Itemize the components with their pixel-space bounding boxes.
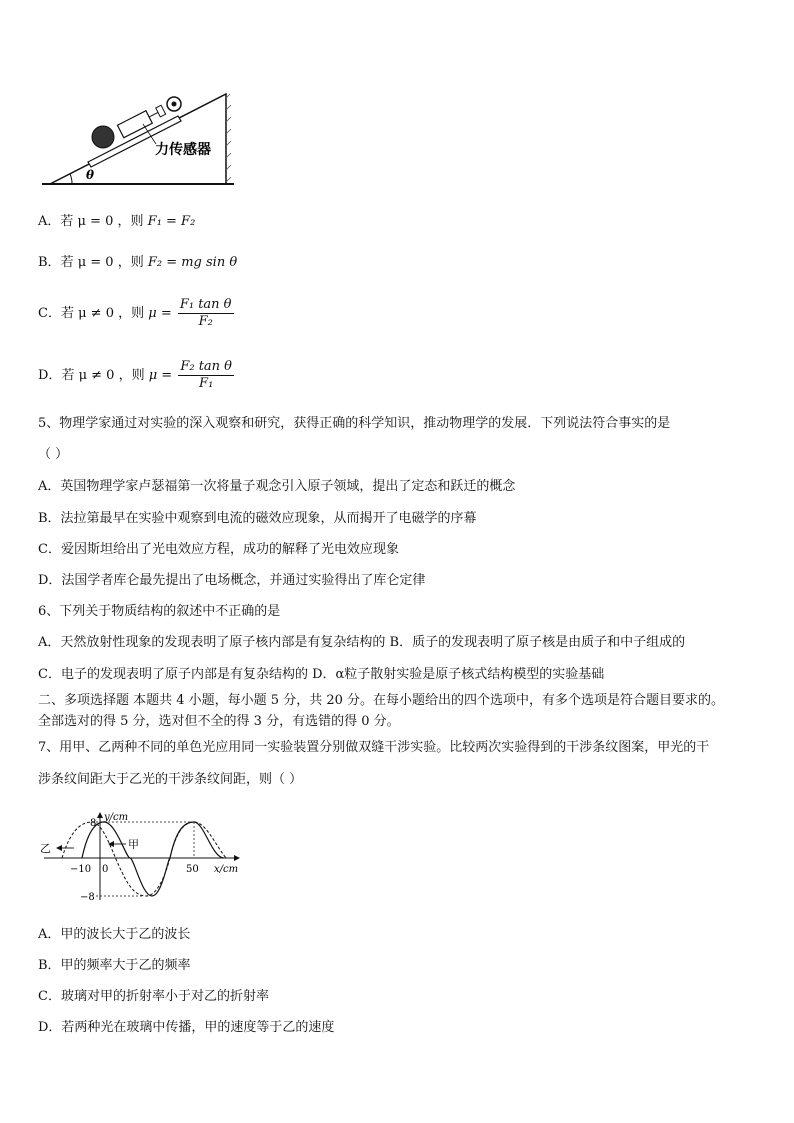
tick-x-50: 50 bbox=[186, 864, 199, 875]
q5-paren: （ ） bbox=[38, 447, 69, 462]
q4-option-d: D．若 μ ≠ 0 ，则 μ = $\frac{\text{F₂ tan θ}}{\text{F₁}}$ bbox=[38, 359, 232, 391]
wave-yi bbox=[62, 822, 226, 896]
y-axis-label: y/cm bbox=[104, 812, 129, 823]
section2-line2: 全部选对的得 5 分，选对但不全的得 3 分，有选错的得 0 分。 bbox=[38, 714, 400, 729]
angle-arc bbox=[70, 174, 72, 184]
q4-option-c: C．若 μ ≠ 0 ，则 μ = $\frac{\text{F₁ tan θ}}{\text{F₂}}$ bbox=[38, 297, 232, 329]
q7-stem-line2: 涉条纹间距大于乙光的干涉条纹间距，则（ ） bbox=[38, 772, 303, 787]
angle-label: θ bbox=[86, 168, 95, 182]
q7-option-c: C．玻璃对甲的折射率小于对乙的折射率 bbox=[38, 989, 269, 1004]
q7-option-b: B．甲的频率大于乙的频率 bbox=[38, 958, 191, 973]
q5-option-a: A．英国物理学家卢瑟福第一次将量子观念引入原子领域，提出了定态和跃迁的概念 bbox=[38, 479, 516, 494]
sensor-label: 力传感器 bbox=[155, 142, 211, 158]
q5-stem: 5、物理学家通过对实验的深入观察和研究，获得正确的科学知识，推动物理学的发展．下列说法符合事实的是 bbox=[38, 416, 671, 431]
q6-stem: 6、下列关于物质结构的叙述中不正确的是 bbox=[38, 604, 281, 619]
tick-x-origin: 0 bbox=[102, 864, 109, 875]
q4-option-a: A．若 μ = 0 ，则 F₁ = F₂ bbox=[38, 214, 196, 229]
tick-y-bottom: −8 bbox=[80, 892, 95, 903]
section2-line1: 二、多项选择题 本题共 4 小题，每小题 5 分，共 20 分。在每小题给出的四个选项中，有多个选项是符合题目要求的。 bbox=[38, 693, 725, 708]
fraction-d: $\frac{\text{F₂ tan θ}}{\text{F₁}}$ bbox=[180, 359, 232, 391]
tick-x-neg: −10 bbox=[70, 864, 92, 875]
q7-option-a: A．甲的波长大于乙的波长 bbox=[38, 927, 191, 942]
x-axis-label: x/cm bbox=[214, 864, 239, 875]
wave-graph bbox=[34, 810, 244, 906]
label-jia: 甲 bbox=[128, 838, 139, 851]
tick-y-top: 8 bbox=[90, 818, 97, 829]
q5-option-c: C．爱因斯坦给出了光电效应方程，成功的解释了光电效应现象 bbox=[38, 542, 399, 557]
fraction-c: $\frac{\text{F₁ tan θ}}{\text{F₂}}$ bbox=[179, 297, 232, 329]
incline-figure bbox=[38, 88, 238, 190]
ball bbox=[92, 126, 114, 148]
q5-option-b: B．法拉第最早在实验中观察到电流的磁效应现象，从而揭开了电磁学的序幕 bbox=[38, 511, 477, 526]
q6-options-row2: C．电子的发现表明了原子内部是有复杂结构的 D．α粒子散射实验是原子核式结构模型的实验基础 bbox=[38, 667, 605, 682]
q5-option-d: D．法国学者库仑最先提出了电场概念，并通过实验得出了库仑定律 bbox=[38, 573, 426, 588]
q7-stem-line1: 7、用甲、乙两种不同的单色光应用同一实验装置分别做双缝干涉实验。比较两次实验得到的干涉条纹图案，甲光的干 bbox=[38, 740, 710, 755]
q6-options-row1: A．天然放射性现象的发现表明了原子核内部是有复杂结构的 B．质子的发现表明了原子核是由质子和中子组成的 bbox=[38, 635, 686, 650]
q4-option-b: B．若 μ = 0 ，则 F₂ = mg sin θ bbox=[38, 255, 238, 270]
q7-option-d: D．若两种光在玻璃中传播，甲的速度等于乙的速度 bbox=[38, 1020, 335, 1035]
wave-jia bbox=[82, 822, 224, 896]
label-yi: 乙 bbox=[40, 842, 51, 855]
